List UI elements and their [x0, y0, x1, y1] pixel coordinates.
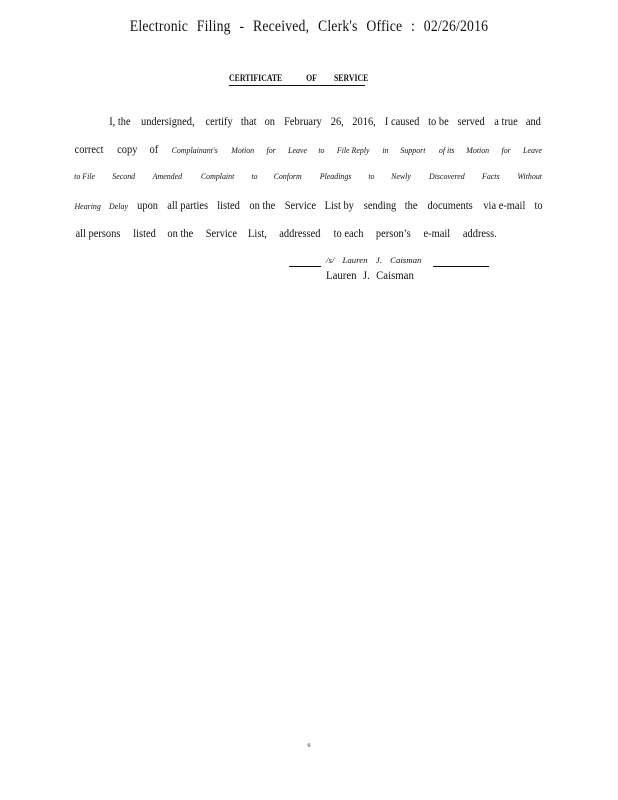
signature-rule-right — [433, 266, 489, 267]
certificate-word: correct — [74, 143, 104, 156]
certificate-word: via e-mail — [483, 199, 526, 212]
certificate-word: to each — [333, 227, 364, 240]
certificate-word: and — [526, 115, 542, 128]
certificate-word: Motion — [231, 145, 255, 155]
certificate-word: Without — [516, 171, 542, 181]
certificate-word: Conform — [273, 171, 302, 181]
certificate-word: List, — [248, 227, 268, 240]
certificate-word: to — [534, 199, 543, 212]
certificate-word: all parties — [167, 199, 209, 212]
certificate-word: Second — [112, 171, 136, 181]
certificate-line-5 — [73, 227, 543, 240]
certificate-word: Support — [400, 145, 426, 155]
certificate-word: for — [501, 145, 511, 155]
page-number: 6 — [307, 743, 311, 749]
title-word: OF — [306, 74, 317, 84]
certificate-word: on the — [249, 199, 275, 212]
electronic-signature: /s/ Lauren J. Caisman — [326, 255, 422, 265]
certificate-word: e-mail — [423, 227, 451, 240]
certificate-word: documents — [427, 199, 473, 212]
certificate-word: 2016, — [351, 115, 376, 128]
certificate-word: Motion — [466, 145, 490, 155]
certificate-word: in — [382, 145, 389, 155]
certificate-word: of its — [438, 145, 455, 155]
certificate-word: Service — [205, 227, 237, 240]
certificate-word: I caused — [384, 115, 420, 128]
certificate-word: on the — [167, 227, 194, 240]
certificate-word: February — [283, 115, 322, 128]
certificate-word: to File — [74, 171, 96, 181]
certificate-word: address. — [462, 227, 497, 240]
certificate-word: for — [266, 145, 276, 155]
certificate-word: upon — [136, 199, 158, 212]
certificate-line-1 — [108, 115, 542, 128]
certificate-word: Pleadings — [320, 171, 352, 181]
certificate-word: a true — [494, 115, 518, 128]
certificate-word: Leave — [522, 145, 542, 155]
certificate-word: all persons — [75, 227, 121, 240]
certificate-word: that — [241, 115, 257, 128]
certificate-word: person’s — [376, 227, 412, 240]
certificate-line-2 — [73, 143, 543, 156]
certificate-word: addressed — [279, 227, 321, 240]
certificate-word: to be — [428, 115, 450, 128]
certificate-word: Facts — [482, 171, 500, 181]
certificate-word: copy — [116, 143, 137, 156]
certificate-word: to — [250, 171, 258, 181]
certificate-word: File Reply — [337, 145, 370, 155]
certificate-word: Amended — [152, 171, 183, 181]
certificate-word: to — [318, 145, 325, 155]
certificate-word: 26, — [330, 115, 344, 128]
certificate-word: on — [264, 115, 275, 128]
certificate-word: List by — [325, 199, 355, 212]
certificate-title — [229, 74, 369, 86]
certificate-line-3 — [73, 171, 543, 181]
signature-rule-left — [289, 266, 321, 267]
certificate-word: Complaint — [200, 171, 235, 181]
title-word: CERTIFICATE — [229, 74, 283, 84]
certificate-word: the — [405, 199, 418, 212]
certificate-word: I, the — [109, 115, 131, 128]
certificate-word: listed — [217, 199, 241, 212]
filing-stamp-header: Electronic Filing - Received, Clerk's Office : 02/26/2016 — [129, 18, 489, 35]
certificate-word: Discovered — [428, 171, 465, 181]
certificate-word: Newly — [391, 171, 411, 181]
certificate-word: Leave — [287, 145, 307, 155]
certificate-word: sending — [363, 199, 397, 212]
title-word: SERVICE — [333, 74, 369, 84]
certificate-word: certify — [205, 115, 233, 128]
certificate-word: Delay — [109, 201, 129, 211]
certificate-word: Hearing — [74, 201, 101, 211]
certificate-word: Complainant's — [171, 145, 218, 155]
certificate-word: listed — [133, 227, 156, 240]
certificate-line-4 — [73, 199, 543, 212]
certificate-word: of — [148, 143, 158, 156]
certificate-word: Service — [284, 199, 316, 212]
certificate-word: served — [457, 115, 486, 128]
certificate-word: undersigned, — [141, 115, 195, 128]
certificate-word: to — [368, 171, 375, 181]
signatory-name: Lauren J. Caisman — [326, 268, 414, 282]
